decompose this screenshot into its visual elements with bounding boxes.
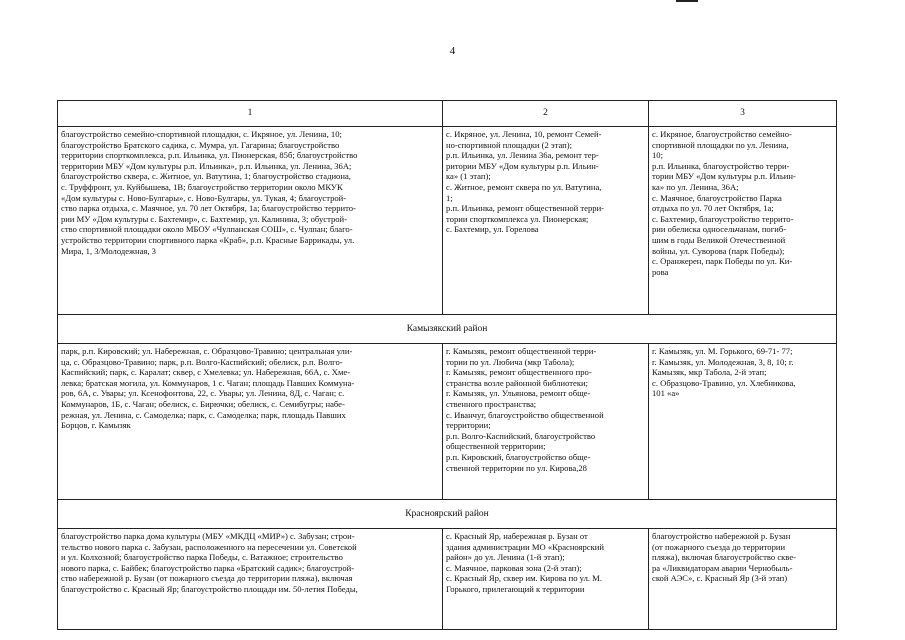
district-row: [58, 315, 837, 344]
table-row: [58, 127, 837, 315]
cell-improvements: с. Икряное, благоустройство семейно- спортивной площадки по ул. Ленина, 10; р.п. Ильинка, благоустройство терри- тории МБУ «Дом культуры р.п. Ильин- ка» по ул. Ленина, 36А; с. Маячное, благоустройство Парка отдыха по ул. 70 лет Октября, 1а; с. Бахтемир, благоустройство террито- рии обелиска односельчанам, погиб- шим в годы Великой Отечественной войны, ул. Суворова (парк Победы); с. Оранжерен, парк Победы по ул. Ки- рова: [649, 127, 837, 315]
district-title-kamyzyak: Камызякский район: [58, 315, 837, 344]
header-col-2: 2: [443, 101, 649, 127]
header-col-3: 3: [649, 101, 837, 127]
cell-repairs: г. Камызяк, ремонт общественной терри- тории по ул. Любича (мкр Табола); г. Камызяк, ремонт общественного про- странства возле районной библиотеки; г. Камызяк, ул. Ульянова, ремонт обще- ственного пространства; с. Иванчуг, благоустройство общественной территории; р.п. Волго-Каспийский, благоустройство общественной территории; р.п. Кировский, благоустройство обще- ственной территории по ул. Кирова,28: [443, 344, 649, 500]
cell-objects: благоустройство парка дома культуры (МБУ «МКДЦ «МИР») с. Забузан; строи- тельство нового парка с. Забузан, расположенного на пересечении ул. Советской и ул. Колхозной; благоустройство парка Победы, с. Ватажное; строительство нового парка, с. Байбек; благоустройство парка «Братский садик»; благоустрой- ство набережной р. Бузан (от пожарного съезда до территории пляжа), включая благоустройство с. Красный Яр; благоустройство площади им. 50-летия Победы,: [58, 529, 443, 630]
cell-objects: парк, р.п. Кировский; ул. Набережная, с. Образцово-Травино; центральная ули- ца, с. Образцово-Травино; парк, р.п. Волго-Каспийский; обелиск, р.п. Волго- Каспийский; парк, с. Каралат; сквер, с Хмелевка; ул. Набережная, 66А, с. Хме- левка; братская могила, ул. Коммунаров, 1 с. Чаган; площадь Павших Коммуна- ров, 6А, с. Увары; ул. Ксенофонтова, 22, с. Увары; ул. Ленина, 8Д, с. Чаган; с. Коммунаров, 1Б, с. Чаган; обелиск, с. Бирючки; обелиск, с. Семибугры; набе- режная, ул. Ленина, с. Самоделка; парк, с. Самоделка; парк, площадь Павших Борцов, г. Камызяк: [58, 344, 443, 500]
page-number: 4: [449, 45, 456, 57]
table-row: [58, 344, 837, 500]
cell-repairs: с. Икряное, ул. Ленина, 10, ремонт Семей- но-спортивной площадки (2 этап); р.п. Ильинка, ул. Ленина 36а, ремонт тер- ритории МБУ «Дом культуры р.п. Ильин- ка» (1 этап); с. Житное, ремонт сквера по ул. Ватутина, 1; р.п. Ильинка, ремонт общественной терри- тории спорткомплекса ул. Пионерская; с. Бахтемир, ул. Горелова: [443, 127, 649, 315]
table-header-row: [58, 101, 837, 127]
header-col-1: 1: [58, 101, 443, 127]
cell-improvements: г. Камызяк, ул. М. Горького, 69-71- 77; г. Камызяк, ул. Молодежная, 3, 8, 10; г. Камызяк, мкр Табола, 2-й этап; с. Образцово-Травино, ул. Хлебникова, 101 «а»: [649, 344, 837, 500]
district-title-krasnoyarsk: Красноярский район: [58, 500, 837, 529]
cell-improvements: благоустройство набережной р. Бузан (от пожарного съезда до территории пляжа), включая благоустройство скве- ра «Ликвидаторам аварии Чернобыль- ской АЭС», с. Красный Яр (3-й этап): [649, 529, 837, 630]
table-row: [58, 529, 837, 630]
cell-repairs: с. Красный Яр, набережная р. Бузан от здания администрации МО «Красноярский район» до ул. Ленина (1-й этап); с. Маячное, парковая зона (2-й этап); с. Красный Яр, сквер им. Кирова по ул. М. Горького, прилегающий к территории: [443, 529, 649, 630]
program-table: [57, 100, 837, 630]
top-edge-mark: [676, 0, 698, 2]
cell-objects: благоустройство семейно-спортивной площадки, с. Икряное, ул. Ленина, 10; благоустройство Братского садика, с. Мумра, ул. Гагарина; благоустройство территории спорткомплекса, р.п. Ильинка, ул. Пионерская, 85б; благоустройство территории МБУ «Дом культуры р.п. Ильинка», р.п. Ильинка, ул. Ленина, 36А; благоустройство сквера, с. Житное, ул. Ватутина, 1; благоустройство стадиона, с. Труффронт, ул. Куйбышева, 1В; благоустройство территории около МКУК «Дом культуры с. Ново-Булгары», с. Ново-Булгары, ул. Тукая, 4; благоустрой- ство парка отдыха, с. Маячное, ул. 70 лет Октября, 1а; благоустройство террито- рии МУ «Дом культуры с. Бахтемир», с. Бахтемир, ул. Калинина, 3; обустрой- ство спортивной площадки около МБОУ «Чулпанская СОШ», с. Чулпан; благо- устройство территории спортивного парка «Краб», р.п. Красные Баррикады, ул. Мира, 1, 3/Молодежная, 3: [58, 127, 443, 315]
district-row: [58, 500, 837, 529]
